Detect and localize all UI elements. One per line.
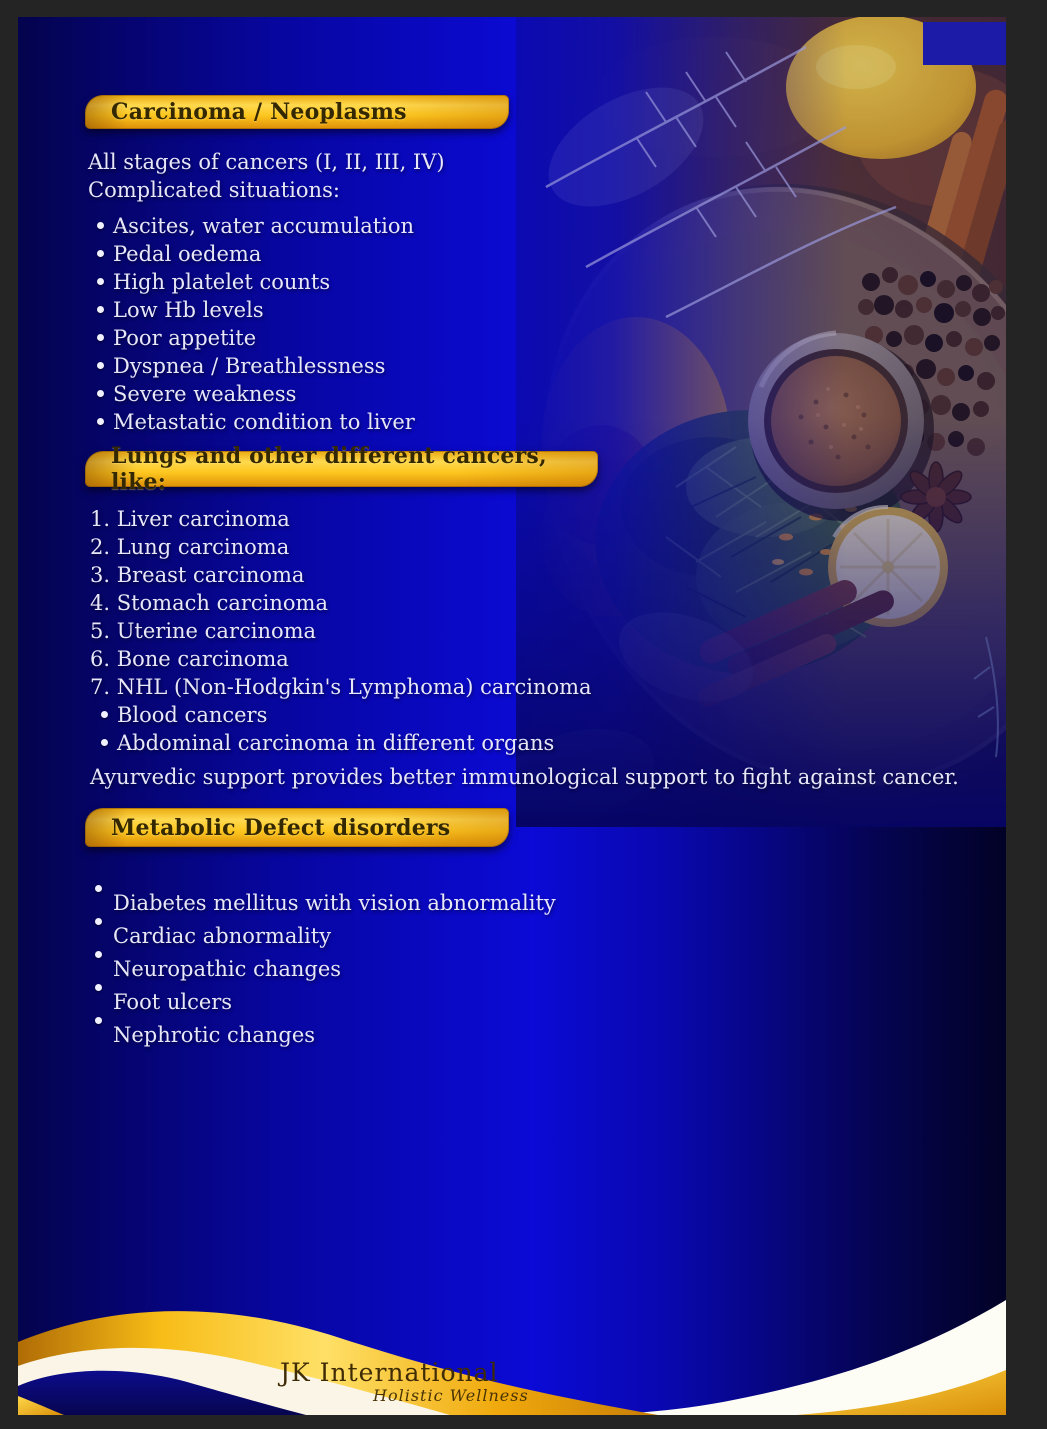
bullet-icon [95, 885, 102, 892]
list-item [97, 408, 415, 436]
list-item-label: Severe weakness [113, 382, 297, 406]
list-item-label: Pedal oedema [113, 242, 262, 266]
list-item-label: Foot ulcers [113, 989, 233, 1014]
list-item: 7. NHL (Non-Hodgkin's Lymphoma) carcinoma [90, 675, 592, 699]
list-item [97, 324, 415, 352]
list-item-label: Diabetes mellitus with vision abnormality [113, 890, 556, 915]
list-item [95, 886, 556, 919]
brand-tagline: Holistic Wellness [373, 1386, 529, 1405]
bullet-icon [97, 418, 104, 425]
bullet-icon [101, 711, 108, 718]
ayurvedic-note: Ayurvedic support provides better immunological support to fight against cancer. [90, 765, 959, 789]
list-item-label: Cardiac abnormality [113, 923, 332, 948]
list-item [97, 380, 415, 408]
banner-metabolic [85, 808, 509, 847]
list-item: 3. Breast carcinoma [90, 563, 305, 587]
list-item [97, 352, 415, 380]
list-item: 4. Stomach carcinoma [90, 591, 328, 615]
spices-herbs-photo [516, 17, 1006, 827]
carcinoma-bullet-list [97, 212, 415, 436]
list-item [95, 1018, 556, 1051]
bullet-icon [97, 362, 104, 369]
bullet-icon [95, 918, 102, 925]
cancers-numbered-list [90, 505, 592, 701]
list-item-label: Ascites, water accumulation [113, 214, 415, 238]
list-item-label: High platelet counts [113, 270, 331, 294]
list-item-label: Nephrotic changes [113, 1022, 316, 1047]
bullet-icon [97, 278, 104, 285]
list-item [95, 985, 556, 1018]
corner-blue-rect [923, 22, 1006, 65]
list-item-label: Low Hb levels [113, 298, 264, 322]
banner-carcinoma-title: Carcinoma / Neoplasms [111, 99, 407, 125]
banner-metabolic-title: Metabolic Defect disorders [111, 814, 451, 841]
list-item-label: Poor appetite [113, 326, 257, 350]
bullet-icon [95, 984, 102, 991]
bullet-icon [97, 306, 104, 313]
banner-cancers [85, 443, 598, 495]
list-item: 5. Uterine carcinoma [90, 619, 317, 643]
list-item-label: Dyspnea / Breathlessness [113, 354, 386, 378]
list-item [101, 701, 554, 729]
bullet-icon [97, 222, 104, 229]
list-item-label: Blood cancers [117, 703, 268, 727]
list-item [95, 919, 556, 952]
banner-carcinoma [85, 95, 509, 129]
bullet-icon [95, 951, 102, 958]
bullet-icon [97, 390, 104, 397]
bullet-icon [95, 1017, 102, 1024]
list-item: 2. Lung carcinoma [90, 535, 290, 559]
brand-name: JK International [280, 1358, 499, 1387]
metabolic-bullet-list [95, 886, 556, 1051]
list-item-label: Abdominal carcinoma in different organs [117, 731, 555, 755]
list-item: 6. Bone carcinoma [90, 647, 289, 671]
banner-cancers-title: Lungs and other different cancers, like: [111, 443, 547, 495]
list-item [97, 240, 415, 268]
carcinoma-intro [88, 148, 445, 204]
cancers-bullet-list [101, 701, 554, 757]
list-item [97, 212, 415, 240]
list-item [97, 268, 415, 296]
list-item-label: Neuropathic changes [113, 956, 342, 981]
intro-line: All stages of cancers (I, II, III, IV) [88, 150, 445, 174]
list-item [101, 729, 554, 757]
list-item [95, 952, 556, 985]
flyer-page [18, 17, 1006, 1415]
intro-line: Complicated situations: [88, 178, 340, 202]
bullet-icon [97, 334, 104, 341]
bullet-icon [97, 250, 104, 257]
list-item: 1. Liver carcinoma [90, 507, 290, 531]
bullet-icon [101, 739, 108, 746]
list-item [97, 296, 415, 324]
list-item-label: Metastatic condition to liver [113, 410, 415, 434]
